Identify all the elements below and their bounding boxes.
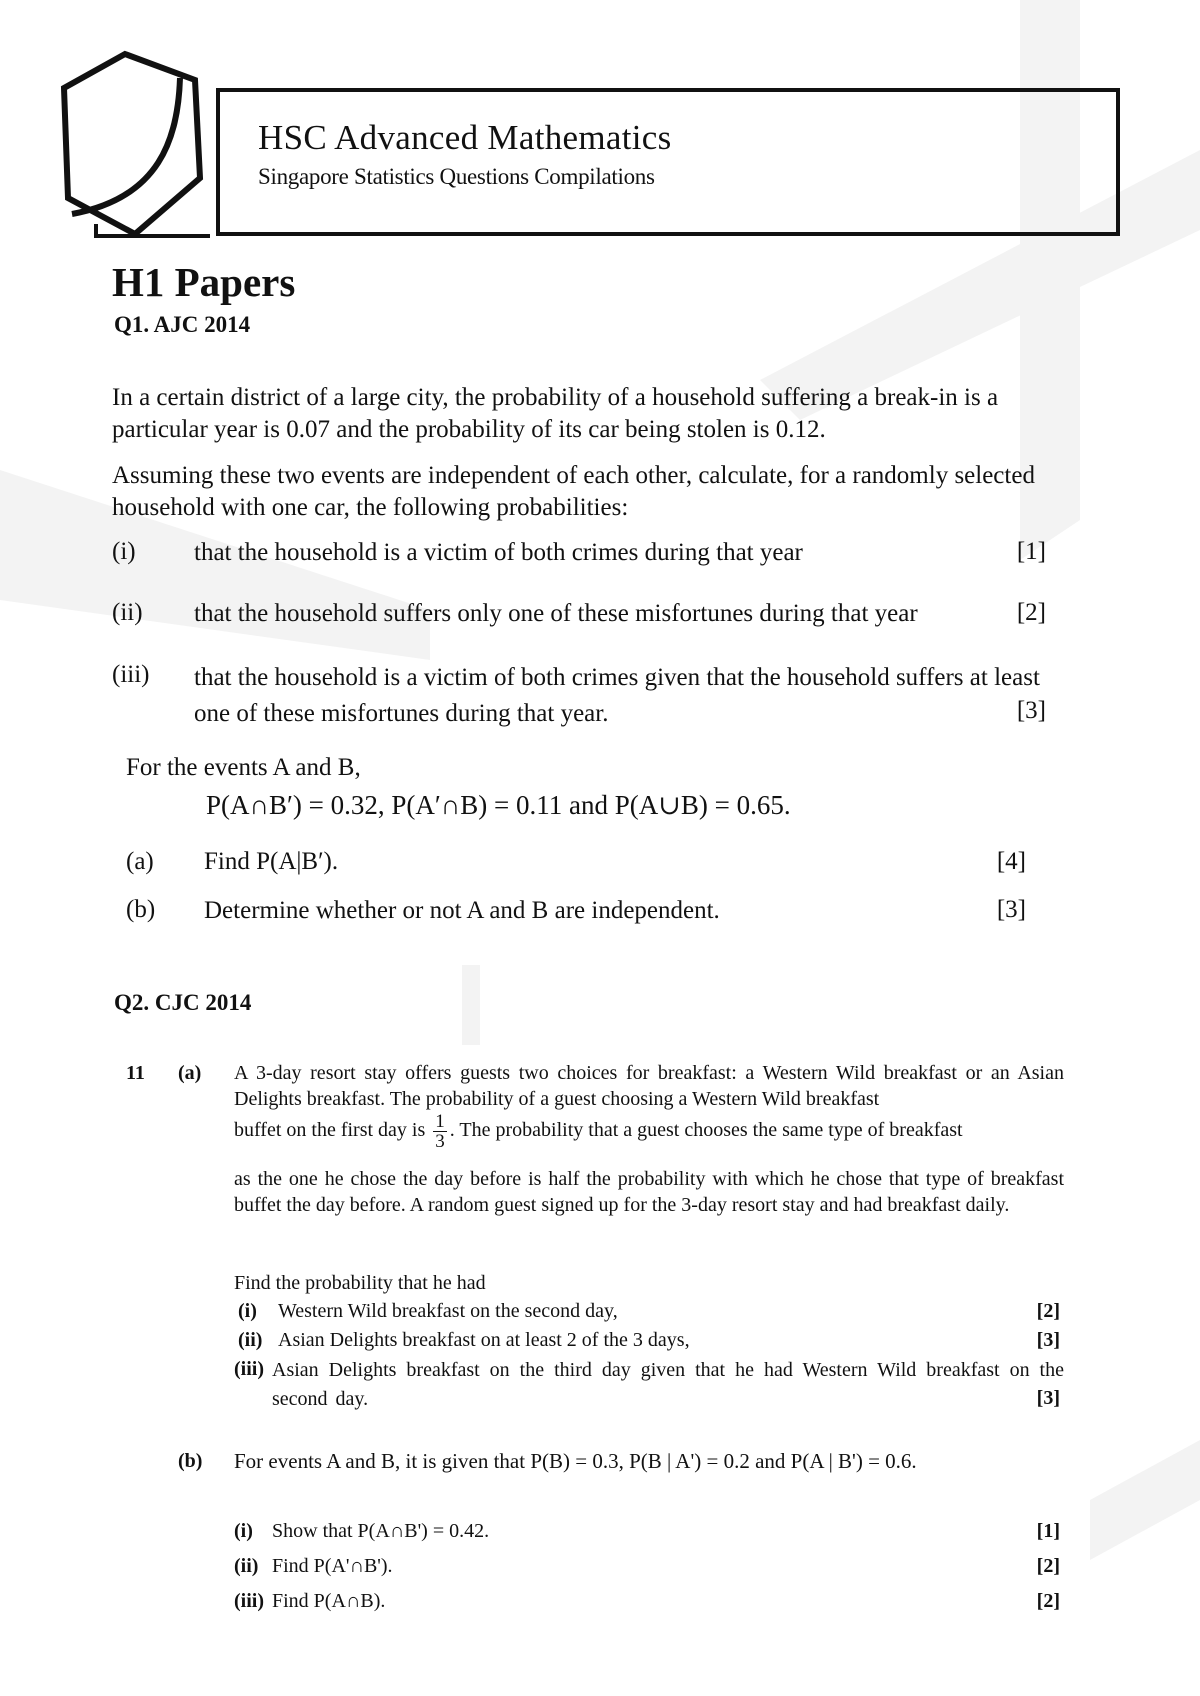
q1-sub-b-number: (b) [126,896,156,923]
q2-b-part-ii-text: Find P(A'∩B'). [272,1555,393,1577]
q2-a-paragraph-3: as the one he chose the day before is half the probability with which he chose that type of breakfast buffet the day before. A random guest signed up for the 3-day resort stay and had breakfast daily. [234,1168,1064,1216]
q2-a-part-ii-number: (ii) [238,1329,263,1351]
q2-b-part-iii-text: Find P(A∩B). [272,1590,386,1612]
q2-a-paragraph-1: A 3-day resort stay offers guests two choices for breakfast: a Western Wild breakfast or an Asian Delights breakfast. The probability of a guest choosing a Western Wild breakfast [234,1062,1064,1110]
q1-heading: Q1. AJC 2014 [114,312,251,337]
q2-b-text: For events A and B, it is given that P(B) = 0.3, P(B | A') = 0.2 and P(A | B') = 0.6. [234,1449,917,1473]
q1-sub-b-mark: [3] [996,896,1026,923]
q1-part-i-mark: [1] [1016,538,1046,565]
q1-paragraph-2: Assuming these two events are independent of each other, calculate, for a randomly selected household with one car, the following probabilities: [112,462,1035,521]
q2-a-part-iii-text: Asian Delights breakfast on the third day given that he had Western Wild breakfast on the second day. [272,1359,1064,1410]
q2-b-part-iii-mark: [2] [1036,1590,1060,1612]
q1-events-intro: For the events A and B, [126,754,361,781]
q2-a-part-i-mark: [2] [1036,1300,1060,1322]
q2-a-part-iii-mark: [3] [1036,1387,1060,1409]
q1-part-i-number: (i) [112,538,136,565]
q2-a-part-iii-number: (iii) [234,1358,264,1380]
q2-a-paragraph-2 [234,1112,1064,1151]
q2-b-part-ii-mark: [2] [1036,1555,1060,1577]
q2-b-part-i-number: (i) [234,1520,253,1542]
q2-b-part-i-text: Show that P(A∩B') = 0.42. [272,1520,490,1542]
q2-b-part-iii-number: (iii) [234,1590,264,1612]
q2-find-intro: Find the probability that he had [234,1272,486,1294]
q1-sub-a-text: Find P(A|B′). [204,848,339,875]
header-subtitle: Singapore Statistics Questions Compilations [258,164,655,189]
q1-sub-a-number: (a) [126,848,154,875]
header-title: HSC Advanced Mathematics [258,118,672,157]
q2-part-a-label: (a) [178,1062,202,1084]
q2-a-part-i-number: (i) [238,1300,257,1322]
fraction-one-third [433,1112,447,1151]
q1-paragraph-1: In a certain district of a large city, the probability of a household suffering a break-in is a particular year is 0.07 and the probability of its car being stolen is 0.12. [112,384,999,443]
q2-a-part-ii-text: Asian Delights breakfast on at least 2 of the 3 days, [278,1329,690,1351]
q1-events-formula: P(A∩B′) = 0.32, P(A′∩B) = 0.11 and P(A∪B) = 0.65. [206,790,791,820]
fraction-denominator: 3 [435,1131,445,1152]
q2-part-b-label: (b) [178,1450,203,1472]
q1-part-iii-number: (iii) [112,661,150,688]
section-title: H1 Papers [112,259,296,305]
q1-part-iii-text: that the household is a victim of both crimes given that the household suffers at least one of these misfortunes during that year. [194,664,1040,727]
q2-b-part-i-mark: [1] [1036,1520,1060,1542]
q1-part-ii-number: (ii) [112,599,143,626]
hexagon-logo-icon [60,48,210,238]
q2-a-part-ii-mark: [3] [1036,1329,1060,1351]
q2-a-para2-pre: buffet on the first day is [234,1119,426,1142]
q1-part-ii-text: that the household suffers only one of these misfortunes during that year [194,600,918,627]
q2-a-para2-post: . The probability that a guest chooses the same type of breakfast [449,1119,963,1142]
q1-part-i-text: that the household is a victim of both crimes during that year [194,539,803,566]
q1-part-ii-mark: [2] [1016,599,1046,626]
q2-heading: Q2. CJC 2014 [114,990,252,1015]
fraction-numerator: 1 [435,1111,445,1132]
q1-sub-a-mark: [4] [996,848,1026,875]
q2-a-part-i-text: Western Wild breakfast on the second day, [278,1300,618,1322]
q2-b-part-ii-number: (ii) [234,1555,259,1577]
q1-sub-b-text: Determine whether or not A and B are independent. [204,897,720,924]
q1-part-iii-mark: [3] [1016,697,1046,724]
q2-question-number: 11 [126,1062,145,1084]
header-box [216,88,1120,236]
